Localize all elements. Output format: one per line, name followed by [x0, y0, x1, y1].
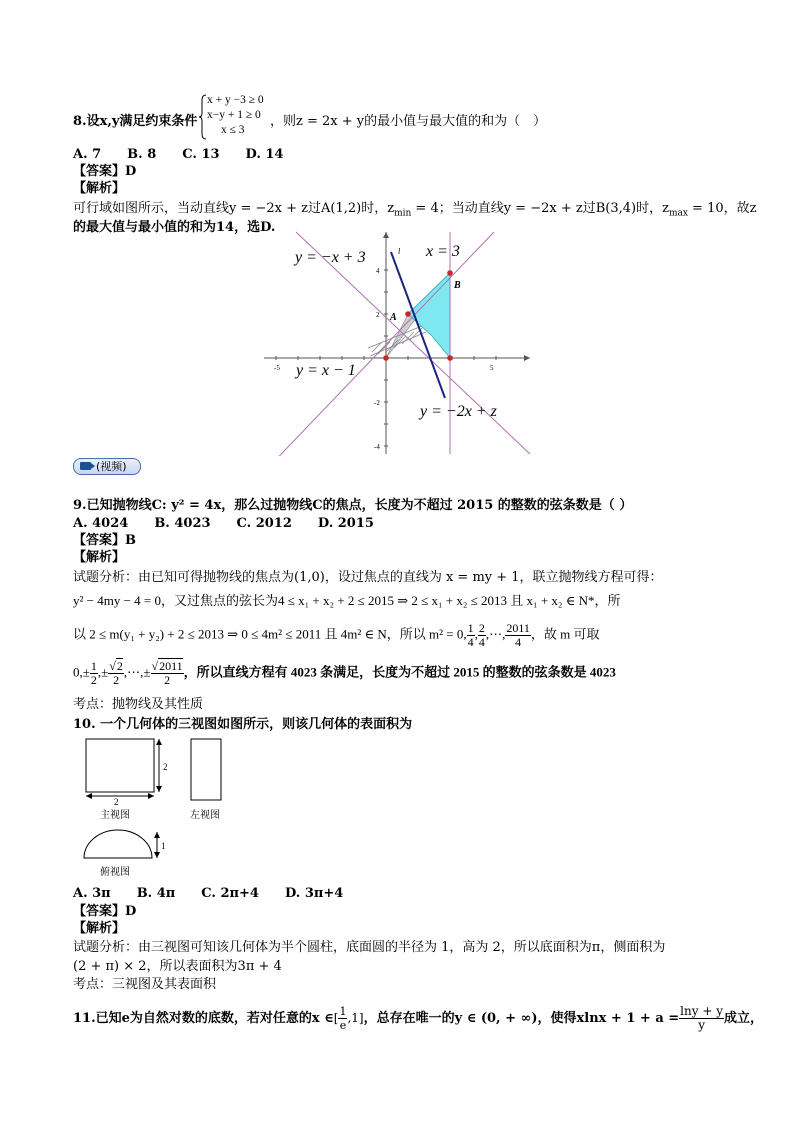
label-A: A: [390, 312, 397, 323]
q10-explanation-line2: (2 + π) × 2，所以表面积为3π + 4: [73, 959, 282, 974]
q8-analysis-label: 【解析】: [73, 181, 126, 196]
q8-explanation-line1: 可行域如图所示，当动直线y = −2x + z过A(1,2)时，$z_{min} = 4$；当动直线y = −2x + z过B(3,4)时，$z_{max} = 10$，故z: [73, 201, 757, 219]
point-x3-axis: [447, 355, 453, 361]
three-view-figure: [78, 732, 258, 864]
q9-explanation-line1: 试题分析：由已知可得抛物线的焦点为(1,0)，设过焦点的直线为 x = my + 1，联立抛物线方程可得：: [73, 570, 663, 585]
tick-label-x-neg5: -5: [274, 364, 280, 372]
label-line-x-eq-3: x = 3: [426, 243, 460, 260]
front-view-label: 主视图: [100, 810, 130, 821]
left-view-label: 左视图: [190, 810, 220, 821]
q9-explanation-line3: 以 2 ≤ m(y₁ + y₂) + 2 ≤ 2013 ⇒ 0 ≤ 4m² ≤ 2011 且 4m² ∈ N，所以 m² = 0, $\frac{1}{4}$ , $\frac{2}{4}$ ,⋯, $\frac{2011}{4}$ ，故 m 可取: [73, 621, 600, 649]
y-axis-arrow-icon: [383, 232, 389, 238]
q8-stem: 8.设x,y满足约束条件: [73, 114, 198, 129]
q10-explanation-line1: 试题分析：由三视图可知该几何体为半个圆柱，底面圆的半径为 1，高为 2，所以底面积为π，侧面积为: [73, 940, 666, 955]
left-brace-icon: [199, 94, 207, 140]
x-axis-arrow-icon: [524, 355, 530, 361]
tick-label-y-4: 4: [376, 267, 380, 275]
q10-keypoint: 考点：三视图及其表面积: [73, 977, 217, 992]
q10-answer: 【答案】D: [73, 904, 137, 919]
q8-answer: 【答案】D: [73, 164, 137, 179]
tick-label-y-2: 2: [376, 311, 380, 319]
q9-explanation-line4: 0,± $\frac{1}{2}$ ,± $\frac{√2}{2}$ ,⋯,± $\frac{√2011}{2}$ ，所以直线方程有 4023 条满足，长度为不超过 2015 的整数的弦条数是 4023: [73, 659, 616, 687]
constraint-system: [199, 94, 269, 140]
label-B: B: [454, 280, 461, 291]
label-l: l: [398, 247, 401, 256]
label-line-x-minus-1: y = x − 1: [296, 362, 356, 379]
constraint-1: x + y −3 ≥ 0: [207, 94, 264, 106]
q10-options: A. 3π B. 4π C. 2π+4 D. 3π+4: [73, 886, 344, 901]
q9-options: A. 4024 B. 4023 C. 2012 D. 2015: [73, 516, 374, 531]
point-A: [405, 311, 411, 317]
label-line-neg-x-plus-3: y = −x + 3: [295, 249, 366, 266]
q9-analysis-label: 【解析】: [73, 550, 126, 565]
constraint-3: x ≤ 3: [221, 124, 245, 136]
constraint-2: x−y + 1 ≥ 0: [207, 109, 261, 121]
tick-label-y-neg4: -4: [374, 443, 380, 451]
video-button[interactable]: [73, 458, 141, 475]
q11-stem: 11.已知e为自然对数的底数，若对任意的x ∈[ $\frac{1}{e}$ ,1]，总存在唯一的y ∈ (0, + ∞)，使得xlnx + 1 + a = $\frac{\ln y + y}{y}$ 成立，: [73, 1004, 763, 1032]
tick-label-y-neg2: -2: [374, 399, 380, 407]
q8-explanation-line2: 的最大值与最小值的和为14，选D.: [73, 220, 276, 235]
tick-label-x-5: 5: [490, 364, 494, 372]
point-origin: [383, 355, 389, 361]
top-view-label: 俯视图: [100, 867, 130, 878]
front-view-width-label: 2: [114, 797, 119, 807]
video-camera-icon: [80, 462, 91, 470]
feasible-region-graph: [262, 230, 534, 456]
q8-stem-tail: ，则z = 2x + y的最小值与最大值的和为（ ）: [270, 114, 547, 129]
video-label: (视频): [96, 460, 127, 473]
q8-options: A. 7 B. 8 C. 13 D. 14: [73, 147, 284, 162]
q10-stem: 10. 一个几何体的三视图如图所示，则该几何体的表面积为: [73, 717, 413, 732]
front-view-height-label: 2: [163, 762, 168, 772]
top-view-height-label: 1: [161, 841, 166, 851]
label-objective-line: y = −2x + z: [420, 403, 497, 420]
q9-keypoint: 考点：抛物线及其性质: [73, 697, 204, 712]
q9-answer: 【答案】B: [73, 533, 136, 548]
q9-explanation-line2: y² − 4my − 4 = 0，又过焦点的弦长为4 ≤ x₁ + x₂ + 2 ≤ 2015 ⇒ 2 ≤ x₁ + x₂ ≤ 2013 且 x₁ + x₂ ∈ N*，所: [73, 593, 621, 608]
q10-analysis-label: 【解析】: [73, 921, 126, 936]
q9-stem: 9.已知抛物线C: y² = 4x，那么过抛物线C的焦点，长度为不超过 2015 的整数的弦条数是（ ）: [73, 498, 633, 513]
region-hatch: [368, 326, 426, 356]
front-view-rect: [86, 739, 154, 792]
left-view-rect: [191, 739, 221, 800]
top-view-semicircle: [84, 830, 152, 858]
point-B: [447, 270, 453, 276]
